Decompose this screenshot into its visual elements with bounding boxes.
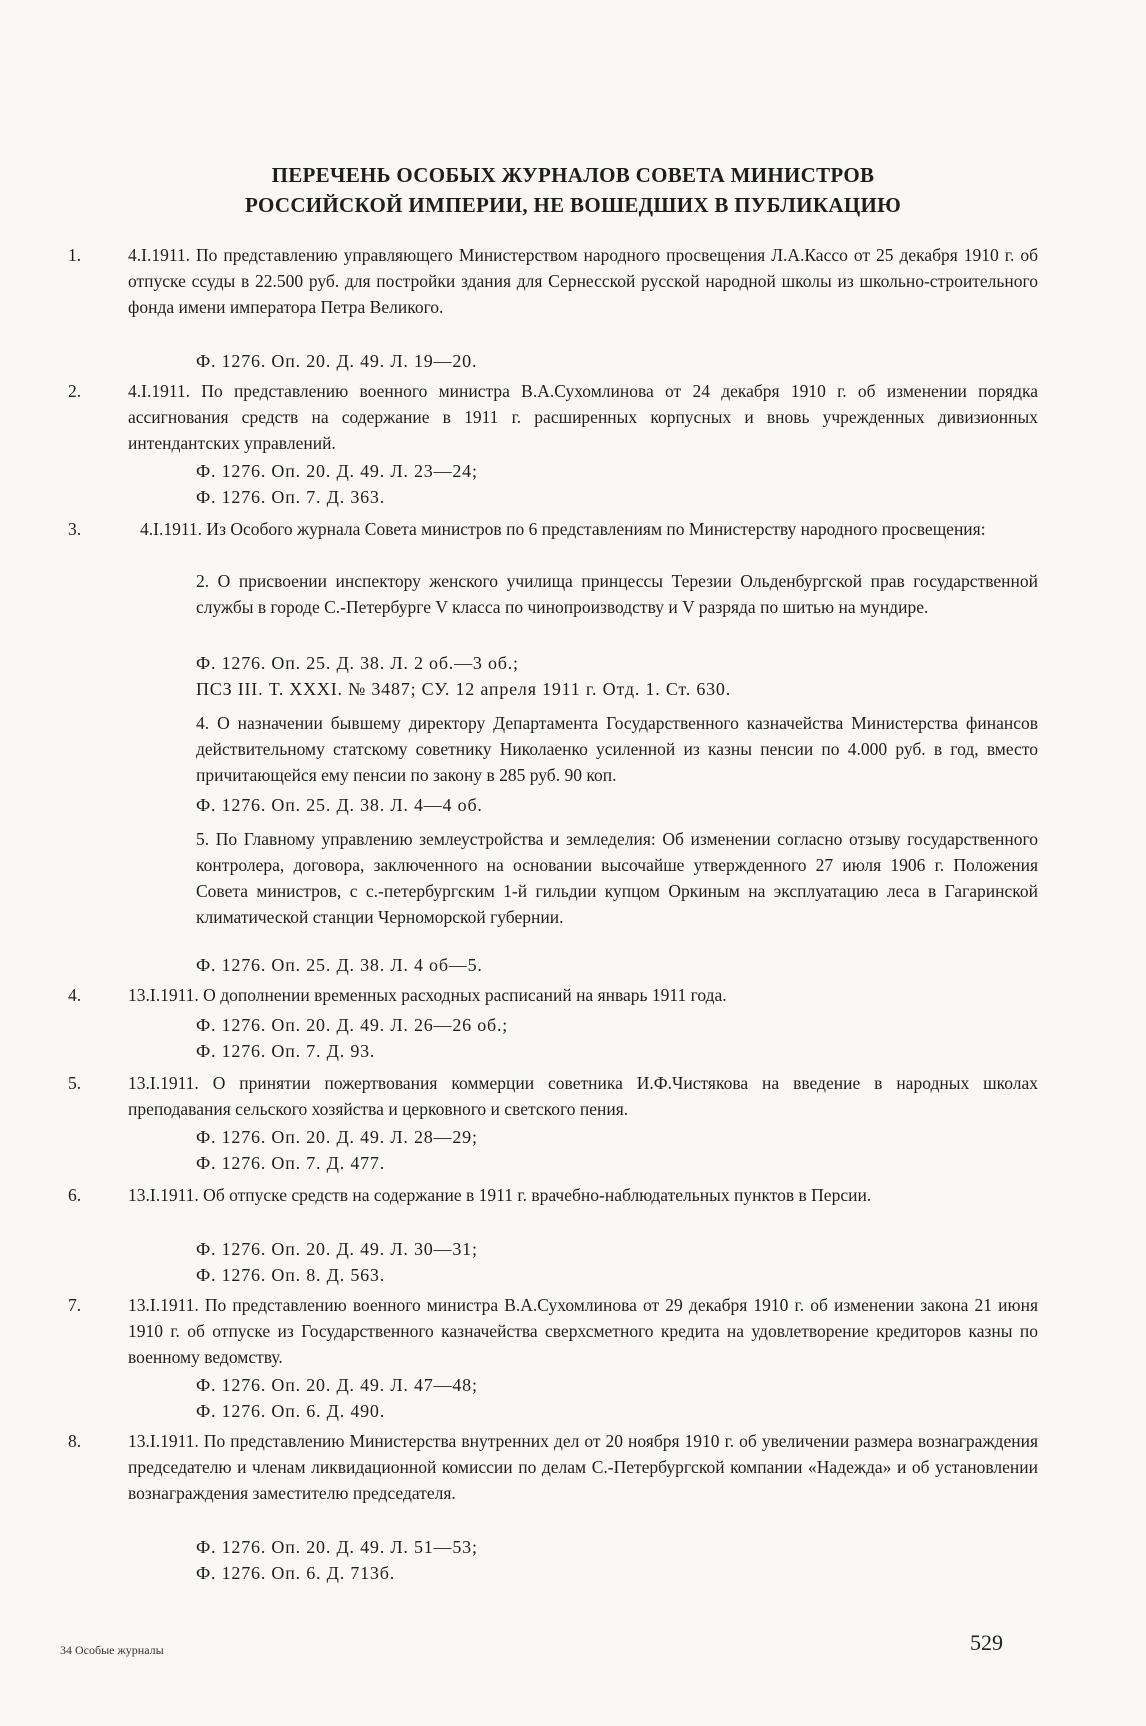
archive-reference: Ф. 1276. Оп. 6. Д. 713б.	[196, 1563, 395, 1583]
archive-reference: Ф. 1276. Оп. 7. Д. 363.	[196, 487, 386, 507]
title-line-2: РОССИЙСКОЙ ИМПЕРИИ, НЕ ВОШЕДШИХ В ПУБЛИКАЦИЮ	[244, 193, 902, 217]
archive-reference: Ф. 1276. Оп. 20. Д. 49. Л. 30—31;	[196, 1239, 478, 1259]
archive-reference: Ф. 1276. Оп. 20. Д. 49. Л. 47—48;	[196, 1375, 478, 1395]
archive-reference: Ф. 1276. Оп. 20. Д. 49. Л. 51—53;	[196, 1537, 478, 1557]
sub-item-text: 2. О присвоении инспектору женского училища принцессы Терезии Ольденбургской прав государственной службы в городе С.-Петербурге V класса по чинопроизводству и V разряда по шитью на мундире.	[196, 571, 1038, 617]
entry-text: 13.I.1911. По представлению Министерства внутренних дел от 20 ноября 1910 г. об увеличении размера вознаграждения председателю и членам ликвидационной комиссии по делам С.-Петербургской компании «Надежда» и об установлении вознаграждения заместителю председателя.	[128, 1431, 1038, 1503]
entry-text: 4.I.1911. Из Особого журнала Совета министров по 6 представлениям по Министерству народного просвещения:	[140, 519, 986, 539]
entry-text: 13.I.1911. О дополнении временных расходных расписаний на январь 1911 года.	[128, 985, 727, 1005]
entry-number: 2.	[68, 381, 82, 401]
entry-number: 8.	[68, 1431, 82, 1451]
sub-item-text: 4. О назначении бывшему директору Департамента Государственного казначейства Министерства финансов действительному статскому советнику Николаенко усиленной из казны пенсии по 4.000 руб. в год, вместо причитающейся ему пенсии по закону в 285 руб. 90 коп.	[196, 713, 1038, 785]
entry-text: 13.I.1911. Об отпуске средств на содержание в 1911 г. врачебно-наблюдательных пунктов в Персии.	[128, 1185, 872, 1205]
archive-reference: ПСЗ III. Т. XXXI. № 3487; СУ. 12 апреля 1911 г. Отд. 1. Ст. 630.	[196, 679, 732, 699]
entry-number: 1.	[68, 245, 82, 265]
archive-reference: Ф. 1276. Оп. 20. Д. 49. Л. 28—29;	[196, 1127, 478, 1147]
archive-reference: Ф. 1276. Оп. 7. Д. 93.	[196, 1041, 376, 1061]
page-number: 529	[970, 1630, 1003, 1655]
archive-reference: Ф. 1276. Оп. 25. Д. 38. Л. 2 об.—3 об.;	[196, 653, 519, 673]
sub-item-text: 5. По Главному управлению землеустройства и земледелия: Об изменении согласно отзыву государственного контролера, договора, заключенного на основании высочайше утвержденного 27 июля 1906 г. Положения Совета министров, с с.-петербургским 1-й гильдии купцом Оркиным на эксплуатацию леса в Гагаринской климатической станции Черноморской губернии.	[196, 829, 1038, 927]
entry-number: 5.	[68, 1073, 82, 1093]
entry-number: 6.	[68, 1185, 82, 1205]
printer-signature: 34 Особые журналы	[60, 1643, 164, 1657]
entry-text: 4.I.1911. По представлению военного министра В.А.Сухомлинова от 24 декабря 1910 г. об изменении порядка ассигнования средств на содержание в 1911 г. расширенных корпусных и вновь учрежденных дивизионных интендантских управлений.	[128, 381, 1038, 453]
page-title	[0, 160, 1146, 220]
title-line-1: ПЕРЕЧЕНЬ ОСОБЫХ ЖУРНАЛОВ СОВЕТА МИНИСТРОВ	[271, 163, 875, 187]
entry-text: 13.I.1911. О принятии пожертвования коммерции советника И.Ф.Чистякова на введение в народных школах преподавания сельского хозяйства и церковного и светского пения.	[128, 1073, 1038, 1119]
archive-reference: Ф. 1276. Оп. 20. Д. 49. Л. 26—26 об.;	[196, 1015, 509, 1035]
entry-text: 13.I.1911. По представлению военного министра В.А.Сухомлинова от 29 декабря 1910 г. об изменении закона 21 июня 1910 г. об отпуске из Государственного казначейства сверхсметного кредита на удовлетворение кредиторов казны по военному ведомству.	[128, 1295, 1038, 1367]
entry-number: 4.	[68, 985, 82, 1005]
archive-reference: Ф. 1276. Оп. 6. Д. 490.	[196, 1401, 386, 1421]
entry-number: 7.	[68, 1295, 82, 1315]
archive-reference: Ф. 1276. Оп. 20. Д. 49. Л. 19—20.	[196, 351, 478, 371]
archive-reference: Ф. 1276. Оп. 7. Д. 477.	[196, 1153, 386, 1173]
archive-reference: Ф. 1276. Оп. 8. Д. 563.	[196, 1265, 386, 1285]
archive-reference: Ф. 1276. Оп. 20. Д. 49. Л. 23—24;	[196, 461, 478, 481]
archive-reference: Ф. 1276. Оп. 25. Д. 38. Л. 4—4 об.	[196, 795, 483, 815]
archive-reference: Ф. 1276. Оп. 25. Д. 38. Л. 4 об—5.	[196, 955, 483, 975]
entry-text: 4.I.1911. По представлению управляющего Министерством народного просвещения Л.А.Кассо от 25 декабря 1910 г. об отпуске ссуды в 22.500 руб. для постройки здания для Сернесской русской народной школы из школьно-строительного фонда имени императора Петра Великого.	[128, 245, 1038, 317]
entry-number: 3.	[68, 519, 82, 539]
